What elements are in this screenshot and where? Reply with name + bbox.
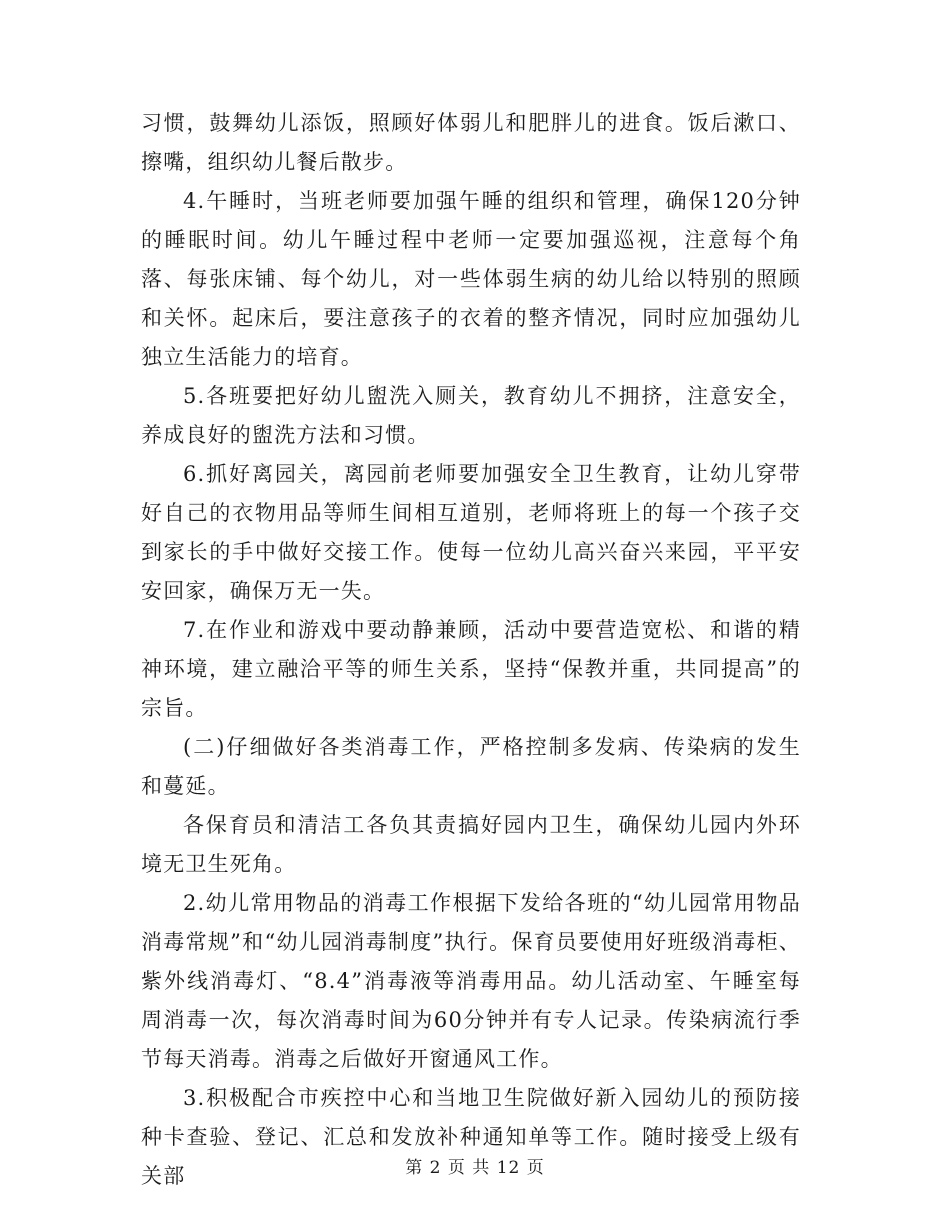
paragraph: 3.积极配合市疾控中心和当地卫生院做好新入园幼儿的预防接种卡查验、登记、汇总和发放补种通知单等工作。随时接受上级有关部 (141, 1086, 801, 1188)
paragraph: 6.抓好离园关，离园前老师要加强安全卫生教育，让幼儿穿带好自己的衣物用品等师生间相互道别，老师将班上的每一个孩子交到家长的手中做好交接工作。使每一位幼儿高兴奋兴来园，平平安安回家，确保万无一失。 (141, 462, 801, 603)
paragraph: 7.在作业和游戏中要动静兼顾，活动中要营造宽松、和谐的精神环境，建立融洽平等的师生关系，坚持“保教并重，共同提高”的宗旨。 (141, 618, 801, 720)
paragraph: 2.幼儿常用物品的消毒工作根据下发给各班的“幼儿园常用物品消毒常规”和“幼儿园消毒制度”执行。保育员要使用好班级消毒柜、紫外线消毒灯、“8.4”消毒液等消毒用品。幼儿活动室、午睡室每周消毒一次，每次消毒时间为60分钟并有专人记录。传染病流行季节每天消毒。消毒之后做好开窗通风工作。 (141, 891, 801, 1071)
paragraph: 5.各班要把好幼儿盥洗入厕关，教育幼儿不拥挤，注意安全，养成良好的盥洗方法和习惯。 (141, 384, 801, 447)
paragraph: 习惯，鼓舞幼儿添饭，照顾好体弱儿和肥胖儿的进食。饭后漱口、擦嘴，组织幼儿餐后散步。 (141, 111, 801, 174)
footer-current-page: 2 (429, 1158, 442, 1178)
footer-suffix: 页 (526, 1158, 545, 1178)
footer-middle: 页 共 (447, 1158, 491, 1178)
paragraph: (二)仔细做好各类消毒工作，严格控制多发病、传染病的发生和蔓延。 (141, 735, 801, 798)
paragraph: 4.午睡时，当班老师要加强午睡的组织和管理，确保120分钟的睡眠时间。幼儿午睡过程中老师一定要加强巡视，注意每个角落、每张床铺、每个幼儿，对一些体弱生病的幼儿给以特别的照顾和关怀。起床后，要注意孩子的衣着的整齐情况，同时应加强幼儿独立生活能力的培育。 (141, 189, 801, 369)
footer-total-pages: 12 (496, 1158, 521, 1178)
page-footer (0, 1153, 950, 1178)
footer-prefix: 第 (405, 1158, 424, 1178)
paragraph: 各保育员和清洁工各负其责搞好园内卫生，确保幼儿园内外环境无卫生死角。 (141, 813, 801, 876)
document-body (141, 104, 801, 1196)
